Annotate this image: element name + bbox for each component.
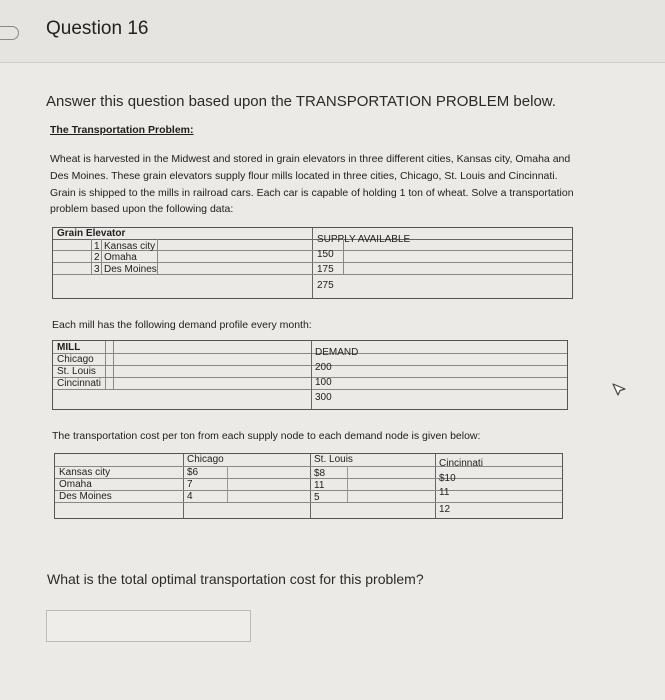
cost-cell: 12 bbox=[439, 504, 451, 515]
supply-col-supply: SUPPLY AVAILABLE bbox=[317, 234, 411, 245]
problem-description: Wheat is harvested in the Midwest and stored in grain elevators in three different cities, Kansas city, Omaha and Des Moines. These grain elevators supply flour mills located in three cities, Chicago, St. Louis and Cincinnati. Grain is shipped to the mills in railroad cars. Each car is capable of holding 1 ton of wheat. Solve a transportation problem based upon the following data: bbox=[50, 153, 574, 216]
cost-cell: 5 bbox=[314, 492, 320, 503]
demand-row-name: Cincinnati bbox=[57, 378, 101, 389]
cost-table bbox=[54, 453, 563, 519]
question-title: Question 16 bbox=[46, 18, 149, 39]
cost-row-name: Omaha bbox=[59, 479, 92, 490]
supply-row-num: 3 bbox=[94, 264, 100, 275]
final-question: What is the total optimal transportation cost for this problem? bbox=[47, 571, 424, 587]
cost-cell: $8 bbox=[314, 468, 326, 479]
supply-col-elevator: Grain Elevator bbox=[57, 228, 126, 239]
supply-row-name: Des Moines bbox=[104, 264, 157, 275]
demand-row-name: St. Louis bbox=[57, 366, 96, 377]
supply-row-name: Omaha bbox=[104, 252, 137, 263]
supply-row-num: 2 bbox=[94, 252, 100, 263]
cost-cell: 4 bbox=[187, 491, 193, 502]
cost-cell: $6 bbox=[187, 467, 199, 478]
supply-table bbox=[52, 227, 573, 299]
demand-col-demand: DEMAND bbox=[315, 347, 359, 358]
supply-row-name: Kansas city bbox=[104, 241, 156, 252]
cost-cell: $10 bbox=[439, 473, 456, 484]
demand-intro: Each mill has the following demand profile every month: bbox=[52, 319, 312, 331]
demand-row-name: Chicago bbox=[57, 354, 94, 365]
answer-input[interactable] bbox=[46, 610, 251, 642]
supply-row-value: 275 bbox=[317, 280, 334, 291]
supply-row-value: 150 bbox=[317, 249, 334, 260]
cost-row-name: Des Moines bbox=[59, 491, 112, 502]
supply-row-num: 1 bbox=[94, 241, 100, 252]
cost-cell: 11 bbox=[439, 487, 450, 498]
flag-icon[interactable] bbox=[0, 26, 19, 40]
problem-heading: The Transportation Problem: bbox=[50, 124, 194, 136]
cost-col-chicago: Chicago bbox=[187, 454, 224, 465]
cost-cell: 7 bbox=[187, 479, 193, 490]
cost-col-cincinnati: Cincinnati bbox=[439, 458, 483, 469]
demand-row-value: 100 bbox=[315, 377, 332, 388]
demand-table bbox=[52, 340, 568, 410]
demand-row-value: 200 bbox=[315, 362, 332, 373]
cost-intro: The transportation cost per ton from each supply node to each demand node is given below: bbox=[52, 430, 481, 442]
cost-col-st-louis: St. Louis bbox=[314, 454, 353, 465]
demand-row-value: 300 bbox=[315, 392, 332, 403]
cost-cell: 11 bbox=[314, 480, 325, 491]
question-prompt: Answer this question based upon the TRANSPORTATION PROBLEM below. bbox=[46, 93, 556, 110]
question-header bbox=[0, 0, 665, 63]
demand-col-mill: MILL bbox=[57, 342, 81, 353]
cost-row-name: Kansas city bbox=[59, 467, 111, 478]
cursor-icon bbox=[612, 383, 628, 397]
supply-row-value: 175 bbox=[317, 264, 334, 275]
